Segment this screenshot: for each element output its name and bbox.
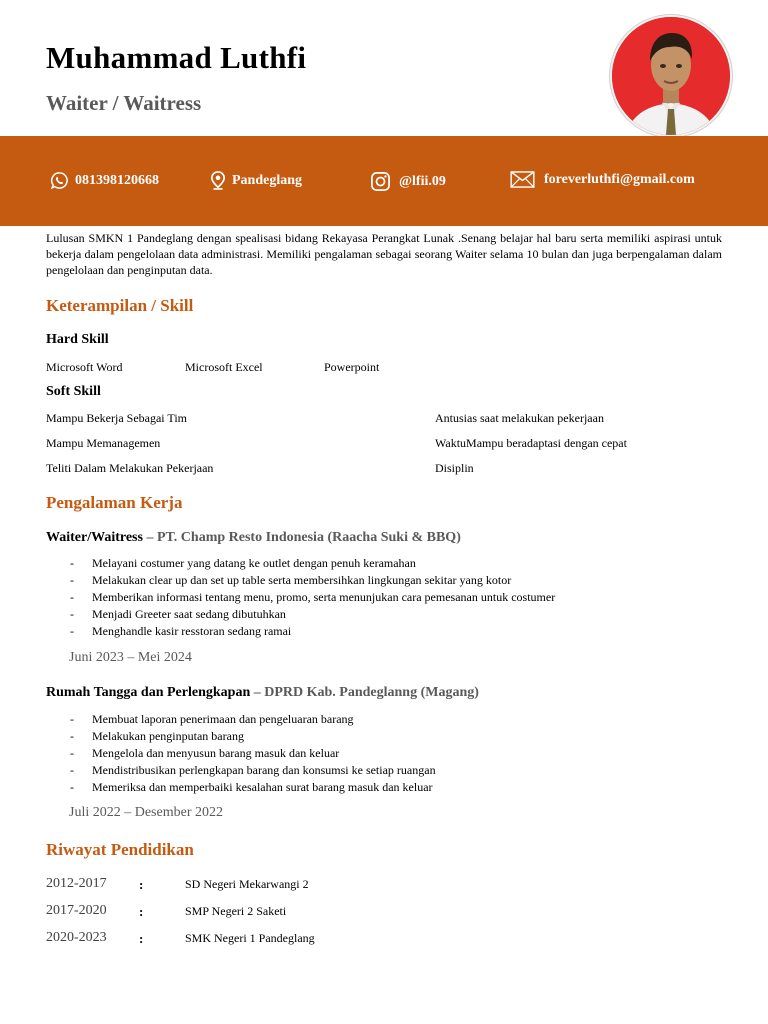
envelope-icon	[510, 171, 535, 188]
job-duties-list	[46, 555, 555, 640]
list-item: - Memberikan informasi tentang menu, promo, serta menunjukan cara pemesanan untuk costumer	[70, 590, 556, 604]
list-item: - Menghandle kasir resstoran sedang ramai	[70, 624, 292, 638]
job-period: Juni 2023 – Mei 2024	[69, 650, 192, 665]
hard-skill-item: Microsoft Excel	[185, 360, 263, 374]
list-item: - Melakukan clear up dan set up table serta membersihkan lingkungan sekitar yang kotor	[70, 573, 512, 587]
job-heading	[46, 685, 479, 701]
list-item: - Memeriksa dan memperbaiki kesalahan surat barang masuk dan keluar	[70, 780, 433, 794]
education-years: 2020-2023	[46, 930, 107, 945]
education-separator: :	[139, 877, 144, 892]
contact-phone[interactable]	[50, 171, 159, 190]
education-section-title: Riwayat Pendidikan	[46, 840, 194, 859]
profile-photo	[610, 15, 732, 137]
skills-section-title: Keterampilan / Skill	[46, 296, 194, 315]
job-organization: – PT. Champ Resto Indonesia (Raacha Suki & BBQ)	[142, 530, 461, 545]
email-address: foreverluthfi@gmail.com	[544, 171, 695, 187]
soft-skill-item: Mampu Bekerja Sebagai Tim	[46, 411, 187, 425]
education-years: 2017-2020	[46, 903, 107, 918]
list-item: - Melakukan penginputan barang	[70, 729, 244, 743]
list-item: - Mengelola dan menyusun barang masuk dan keluar	[70, 746, 340, 760]
list-item: - Mendistribusikan perlengkapan barang dan konsumsi ke setiap ruangan	[70, 763, 436, 777]
job-heading	[46, 530, 461, 546]
soft-skill-item: Disiplin	[435, 461, 474, 475]
education-years: 2012-2017	[46, 876, 107, 891]
soft-skill-item: WaktuMampu beradaptasi dengan cepat	[435, 436, 627, 450]
hard-skill-title: Hard Skill	[46, 332, 109, 347]
soft-skill-item: Teliti Dalam Melakukan Pekerjaan	[46, 461, 214, 475]
experience-section-title: Pengalaman Kerja	[46, 493, 183, 512]
hard-skill-item: Powerpoint	[324, 360, 380, 374]
list-item: - Melayani costumer yang datang ke outlet dengan penuh keramahan	[70, 556, 416, 570]
job-position: Waiter/Waitress	[46, 530, 143, 545]
hard-skill-item: Microsoft Word	[46, 360, 123, 374]
contact-instagram[interactable]	[370, 171, 446, 192]
contact-email[interactable]	[510, 171, 695, 188]
job-position: Rumah Tangga dan Perlengkapan	[46, 685, 251, 700]
whatsapp-icon	[50, 171, 69, 190]
soft-skill-title: Soft Skill	[46, 384, 101, 399]
candidate-name: Muhammad Luthfi	[46, 40, 307, 75]
instagram-icon	[370, 171, 391, 192]
instagram-handle: @lfii.09	[399, 173, 446, 189]
education-separator: :	[139, 904, 144, 919]
soft-skill-item: Mampu Memanagemen	[46, 436, 161, 450]
job-period: Juli 2022 – Desember 2022	[69, 805, 223, 820]
location-text: Pandeglang	[232, 172, 303, 188]
contact-location	[210, 171, 302, 190]
list-item: - Membuat laporan penerimaan dan pengeluaran barang	[70, 712, 354, 726]
job-organization: – DPRD Kab. Pandeglanng (Magang)	[250, 685, 479, 700]
job-role-title: Waiter / Waitress	[46, 91, 202, 115]
education-school: SD Negeri Mekarwangi 2	[185, 877, 309, 891]
education-school: SMK Negeri 1 Pandeglang	[185, 931, 315, 945]
location-pin-icon	[210, 171, 226, 190]
phone-number: 081398120668	[75, 172, 159, 188]
education-school: SMP Negeri 2 Saketi	[185, 904, 287, 918]
soft-skill-item: Antusias saat melakukan pekerjaan	[435, 411, 604, 425]
education-separator: :	[139, 931, 144, 946]
job-duties-list	[46, 711, 436, 796]
profile-summary: Lulusan SMKN 1 Pandeglang dengan spealisasi bidang Rekayasa Perangkat Lunak .Senang belajar hal baru serta memiliki aspirasi untuk bekerja dalam pengelolaan data administrasi. Memiliki pengalaman sebagai seorang Waiter selama 10 bulan dan juga berpengalaman dalam pengelolaan dan penginputan data.	[46, 231, 722, 277]
list-item: - Menjadi Greeter saat sedang dibutuhkan	[70, 607, 286, 621]
